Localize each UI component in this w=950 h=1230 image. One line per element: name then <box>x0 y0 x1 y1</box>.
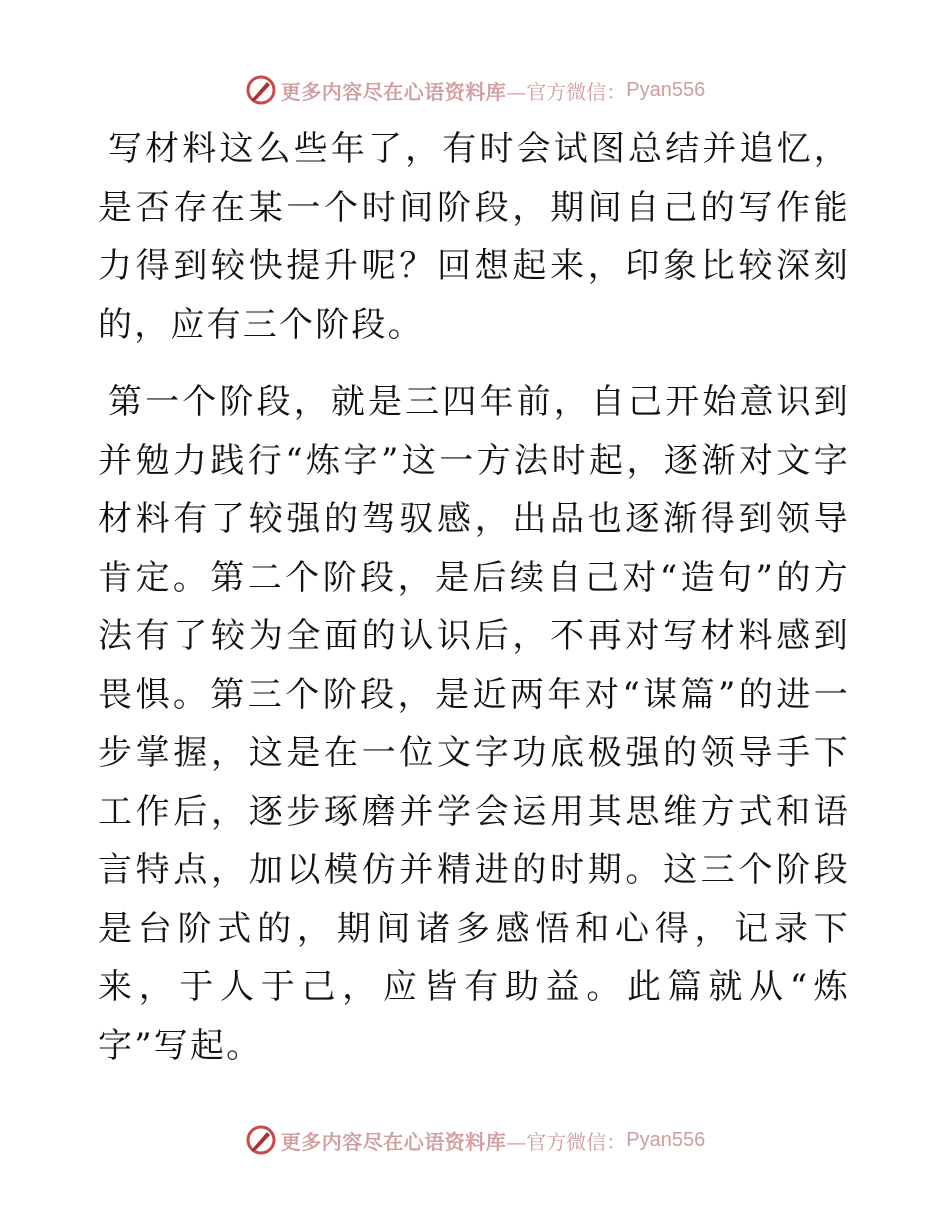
banner-wechat-id: Pyan556 <box>626 1128 706 1151</box>
banner-wechat-label: —官方微信： <box>506 79 627 104</box>
banner-text: 更多内容尽在心语资料库 <box>280 1129 507 1154</box>
banner-wechat-id: Pyan556 <box>626 78 706 101</box>
paragraph-stages: 第一个阶段，就是三四年前，自己开始意识到并勉力践行“炼字”这一方法时起，逐渐对文字材料有了较强的驾驭感，出品也逐渐得到领导肯定。第二个阶段，是后续自己对“造句”的方法有了较为全面的认识后，不再对写材料感到畏惧。第三个阶段，是近两年对“谋篇”的进一步掌握，这是在一位文字功底极强的领导手下工作后，逐步琢磨并学会运用其思维方式和语言特点，加以模仿并精进的时期。这三个阶段是台阶式的，期间诸多感悟和心得，记录下来，于人于己，应皆有助益。此篇就从“炼字”写起。 <box>98 382 850 1066</box>
banner-wechat-label: —官方微信： <box>506 1129 627 1154</box>
document-body <box>98 120 850 1075</box>
footer-watermark-banner <box>0 1120 950 1160</box>
paragraph-intro: 写材料这么些年了，有时会试图总结并追忆，是否存在某一个时间阶段，期间自己的写作能力得到较快提升呢？回想起来，印象比较深刻的，应有三个阶段。 <box>98 129 850 345</box>
quill-logo-icon <box>245 1124 277 1156</box>
banner-text: 更多内容尽在心语资料库 <box>280 79 507 104</box>
header-watermark-banner <box>0 70 950 110</box>
quill-logo-icon <box>245 74 277 106</box>
